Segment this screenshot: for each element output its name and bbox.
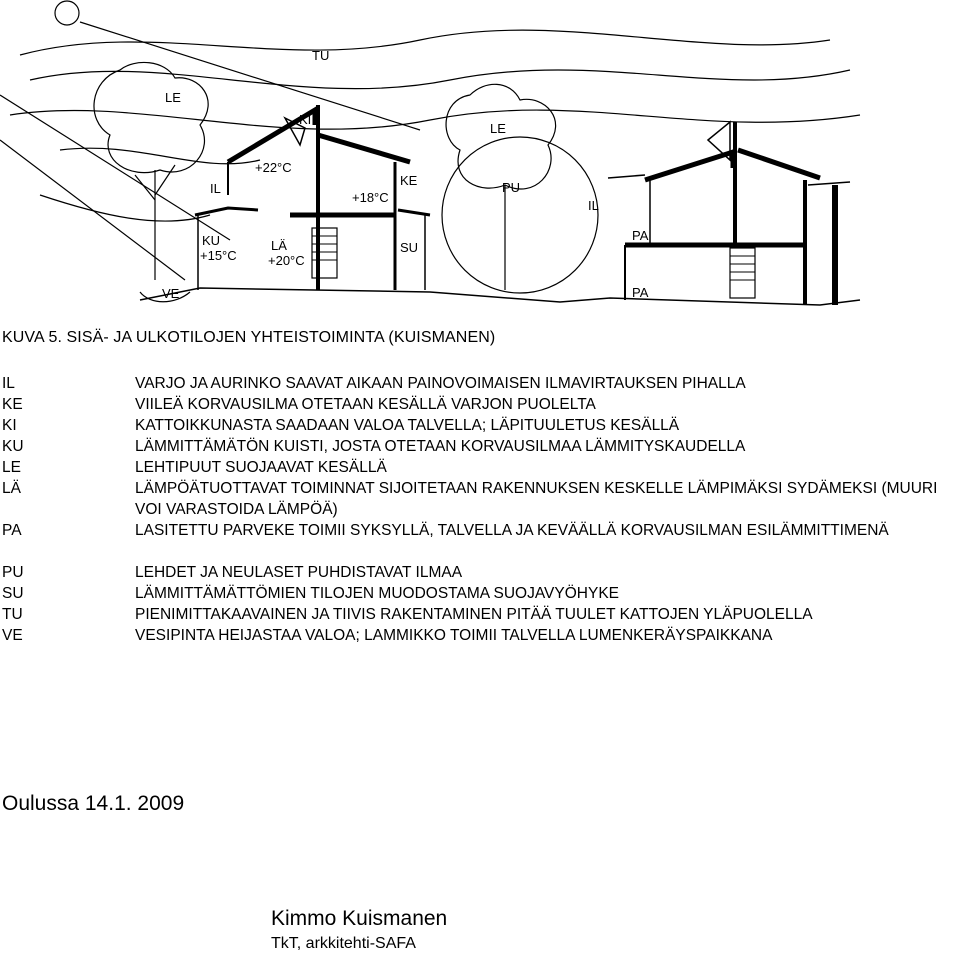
legend-row bbox=[0, 604, 960, 625]
section-drawing bbox=[0, 0, 960, 330]
legend-row bbox=[0, 457, 960, 478]
legend-row bbox=[0, 583, 960, 604]
legend-code: SU bbox=[2, 585, 24, 602]
legend-list bbox=[0, 373, 960, 646]
label-temp-18: +18°C bbox=[352, 190, 389, 205]
figure-caption: KUVA 5. SISÄ- JA ULKOTILOJEN YHTEISTOIMINTA (KUISMANEN) bbox=[2, 329, 496, 346]
sun-icon bbox=[55, 1, 79, 25]
label-ke: KE bbox=[400, 173, 418, 188]
legend-code: LÄ bbox=[2, 480, 21, 497]
legend-row bbox=[0, 373, 960, 394]
label-le-2: LE bbox=[490, 121, 506, 136]
legend-row bbox=[0, 562, 960, 583]
legend-text: VARJO JA AURINKO SAAVAT AIKAAN PAINOVOIMAISEN ILMAVIRTAUKSEN PIHALLA bbox=[135, 375, 746, 392]
label-temp-15: +15°C bbox=[200, 248, 237, 263]
label-ki: KI bbox=[299, 112, 312, 127]
label-il-2: IL bbox=[588, 198, 599, 213]
author-title: TkT, arkkitehti-SAFA bbox=[271, 935, 416, 952]
legend-text: LÄMMITTÄMÄTTÖMIEN TILOJEN MUODOSTAMA SUOJAVYÖHYKE bbox=[135, 585, 619, 602]
legend-text: PIENIMITTAKAAVAINEN JA TIIVIS RAKENTAMINEN PITÄÄ TUULET KATTOJEN YLÄPUOLELLA bbox=[135, 606, 813, 623]
place-date: Oulussa 14.1. 2009 bbox=[2, 792, 185, 815]
label-la: LÄ bbox=[271, 238, 287, 253]
legend-code: LE bbox=[2, 459, 21, 476]
label-ku: KU bbox=[202, 233, 221, 248]
author-name: Kimmo Kuismanen bbox=[271, 907, 448, 930]
legend-text: LEHTIPUUT SUOJAAVAT KESÄLLÄ bbox=[135, 459, 387, 476]
legend-row bbox=[0, 415, 960, 436]
legend-row bbox=[0, 478, 960, 520]
legend-code: KI bbox=[2, 417, 17, 434]
label-pa-2: PA bbox=[632, 285, 649, 300]
label-le-1: LE bbox=[165, 90, 181, 105]
label-temp-20: +20°C bbox=[268, 253, 305, 268]
label-su: SU bbox=[400, 240, 419, 255]
legend-code: KE bbox=[2, 396, 23, 413]
legend-text: LÄMPÖÄTUOTTAVAT TOIMINNAT SIJOITETAAN RAKENNUKSEN KESKELLE LÄMPIMÄKSI SYDÄMEKSI (MUURI VOI VARASTOIDA LÄMPÖÄ) bbox=[135, 480, 938, 518]
legend-code: TU bbox=[2, 606, 23, 623]
label-temp-22: +22°C bbox=[255, 160, 292, 175]
legend-code: VE bbox=[2, 627, 23, 644]
label-pa-1: PA bbox=[632, 228, 649, 243]
legend-text: VIILEÄ KORVAUSILMA OTETAAN KESÄLLÄ VARJON PUOLELTA bbox=[135, 396, 596, 413]
legend-row bbox=[0, 520, 960, 562]
legend-text: LASITETTU PARVEKE TOIMII SYKSYLLÄ, TALVELLA JA KEVÄÄLLÄ KORVAUSILMAN ESILÄMMITTIMENÄ bbox=[135, 522, 889, 539]
legend-text: LÄMMITTÄMÄTÖN KUISTI, JOSTA OTETAAN KORVAUSILMAA LÄMMITYSKAUDELLA bbox=[135, 438, 746, 455]
legend-row bbox=[0, 394, 960, 415]
legend-text: KATTOIKKUNASTA SAADAAN VALOA TALVELLA; LÄPITUULETUS KESÄLLÄ bbox=[135, 417, 680, 434]
legend-code: IL bbox=[2, 375, 15, 392]
legend-text: LEHDET JA NEULASET PUHDISTAVAT ILMAA bbox=[135, 564, 463, 581]
legend-text: VESIPINTA HEIJASTAA VALOA; LAMMIKKO TOIMII TALVELLA LUMENKERÄYSPAIKKANA bbox=[135, 627, 773, 644]
legend-row bbox=[0, 436, 960, 457]
legend-code: KU bbox=[2, 438, 24, 455]
label-il-1: IL bbox=[210, 181, 221, 196]
legend-code: PU bbox=[2, 564, 24, 581]
label-ve: VE bbox=[162, 286, 180, 301]
legend-row bbox=[0, 625, 960, 646]
legend-code: PA bbox=[2, 522, 22, 539]
label-pu: PU bbox=[502, 180, 521, 195]
label-tu: TU bbox=[312, 48, 330, 63]
